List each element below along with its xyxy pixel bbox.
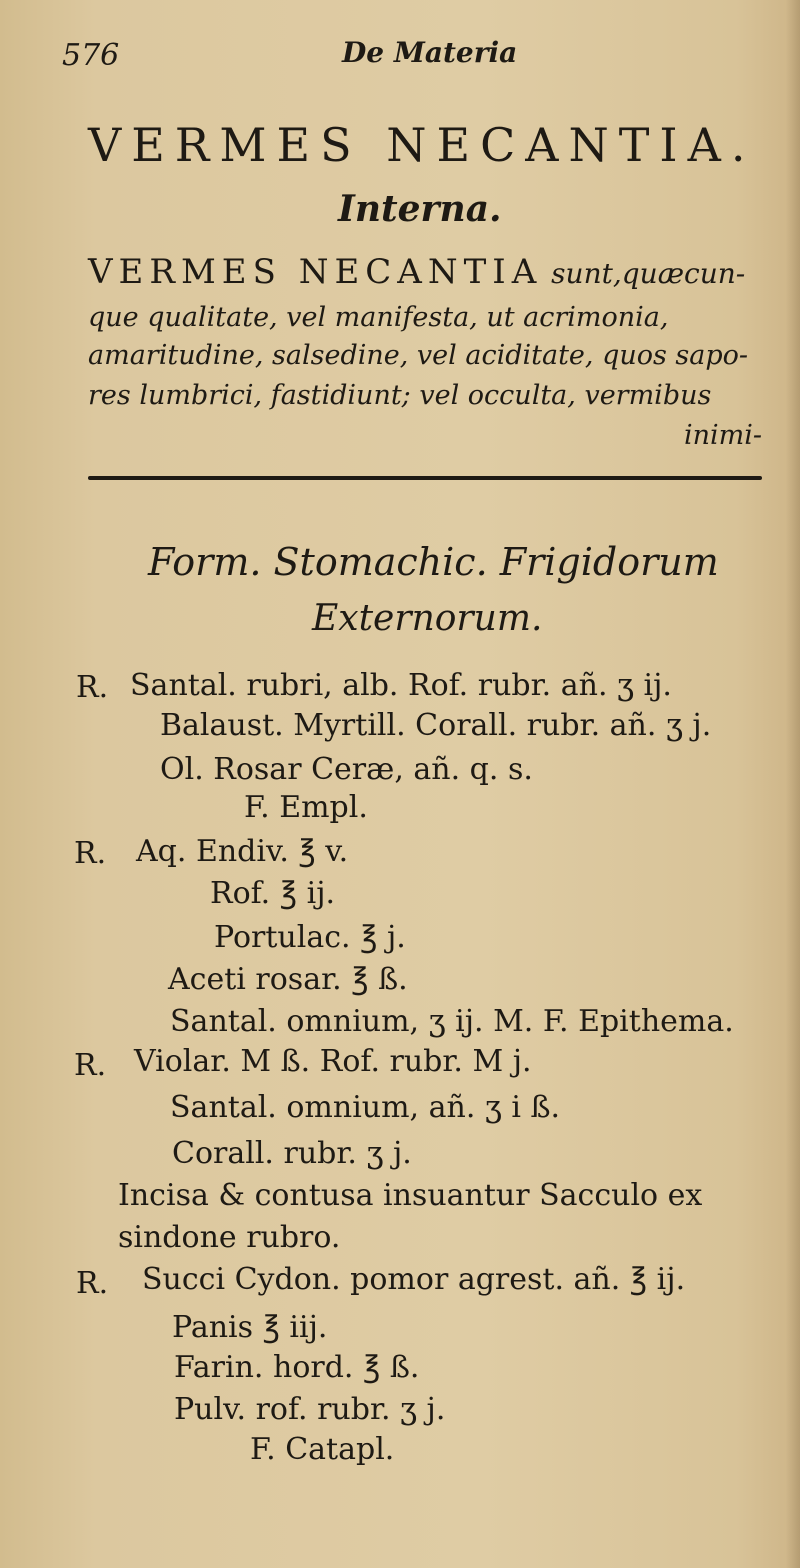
paragraph-line-1 [88, 252, 745, 292]
recipe-symbol: R. [74, 1048, 107, 1083]
recipe-line: Pulv. rof. rubr. ʒ j. [174, 1392, 446, 1427]
recipe-line: Incisa & contusa insuantur Sacculo ex [118, 1178, 703, 1213]
recipe-line: Portulac. ℥ j. [214, 920, 406, 955]
paragraph-line-2: que qualitate, vel manifesta, ut acrimonia, [88, 302, 669, 333]
paragraph-line-text: sunt,quæcun- [551, 257, 746, 290]
formula-title-2: Externorum. [312, 598, 543, 639]
recipe-line: F. Empl. [244, 790, 368, 825]
recipe-line: Panis ℥ iij. [172, 1310, 328, 1345]
recipe-line: F. Catapl. [250, 1432, 395, 1467]
catchword: inimi- [684, 420, 763, 451]
recipe-line: Violar. M ß. Rof. rubr. M j. [134, 1044, 532, 1079]
section-heading: VERMES NECANTIA. [88, 118, 756, 172]
recipe-line: Corall. rubr. ʒ j. [172, 1136, 412, 1171]
recipe-line: Santal. omnium, añ. ʒ i ß. [170, 1090, 561, 1125]
recipe-line: Rof. ℥ ij. [210, 876, 336, 911]
horizontal-rule [88, 476, 762, 480]
recipe-line: sindone rubro. [118, 1220, 341, 1255]
section-subheading: Interna. [338, 188, 502, 230]
recipe-line: Santal. rubri, alb. Rof. rubr. añ. ʒ ij. [130, 668, 672, 703]
page-number: 576 [62, 38, 120, 73]
recipe-line: Aceti rosar. ℥ ß. [168, 962, 408, 997]
recipe-line: Succi Cydon. pomor agrest. añ. ℥ ij. [142, 1262, 686, 1297]
page-spine-shadow [786, 0, 800, 1568]
recipe-line: Aq. Endiv. ℥ v. [136, 834, 349, 869]
recipe-symbol: R. [76, 1266, 109, 1301]
recipe-line: Santal. omnium, ʒ ij. M. F. Epithema. [170, 1004, 734, 1039]
paragraph-line-3: amaritudine, salsedine, vel aciditate, quos sapo- [88, 340, 749, 371]
recipe-symbol: R. [74, 836, 107, 871]
recipe-symbol: R. [76, 670, 109, 705]
recipe-line: Farin. hord. ℥ ß. [174, 1350, 420, 1385]
paragraph-line-4: res lumbrici, fastidiunt; vel occulta, vermibus [88, 380, 712, 411]
running-title: De Materia [342, 36, 518, 69]
recipe-line: Balaust. Myrtill. Corall. rubr. añ. ʒ j. [160, 708, 712, 743]
paragraph-lead: VERMES NECANTIA [88, 252, 543, 292]
formula-title: Form. Stomachic. Frigidorum [148, 540, 719, 584]
recipe-line: Ol. Rosar Ceræ, añ. q. s. [160, 752, 533, 787]
